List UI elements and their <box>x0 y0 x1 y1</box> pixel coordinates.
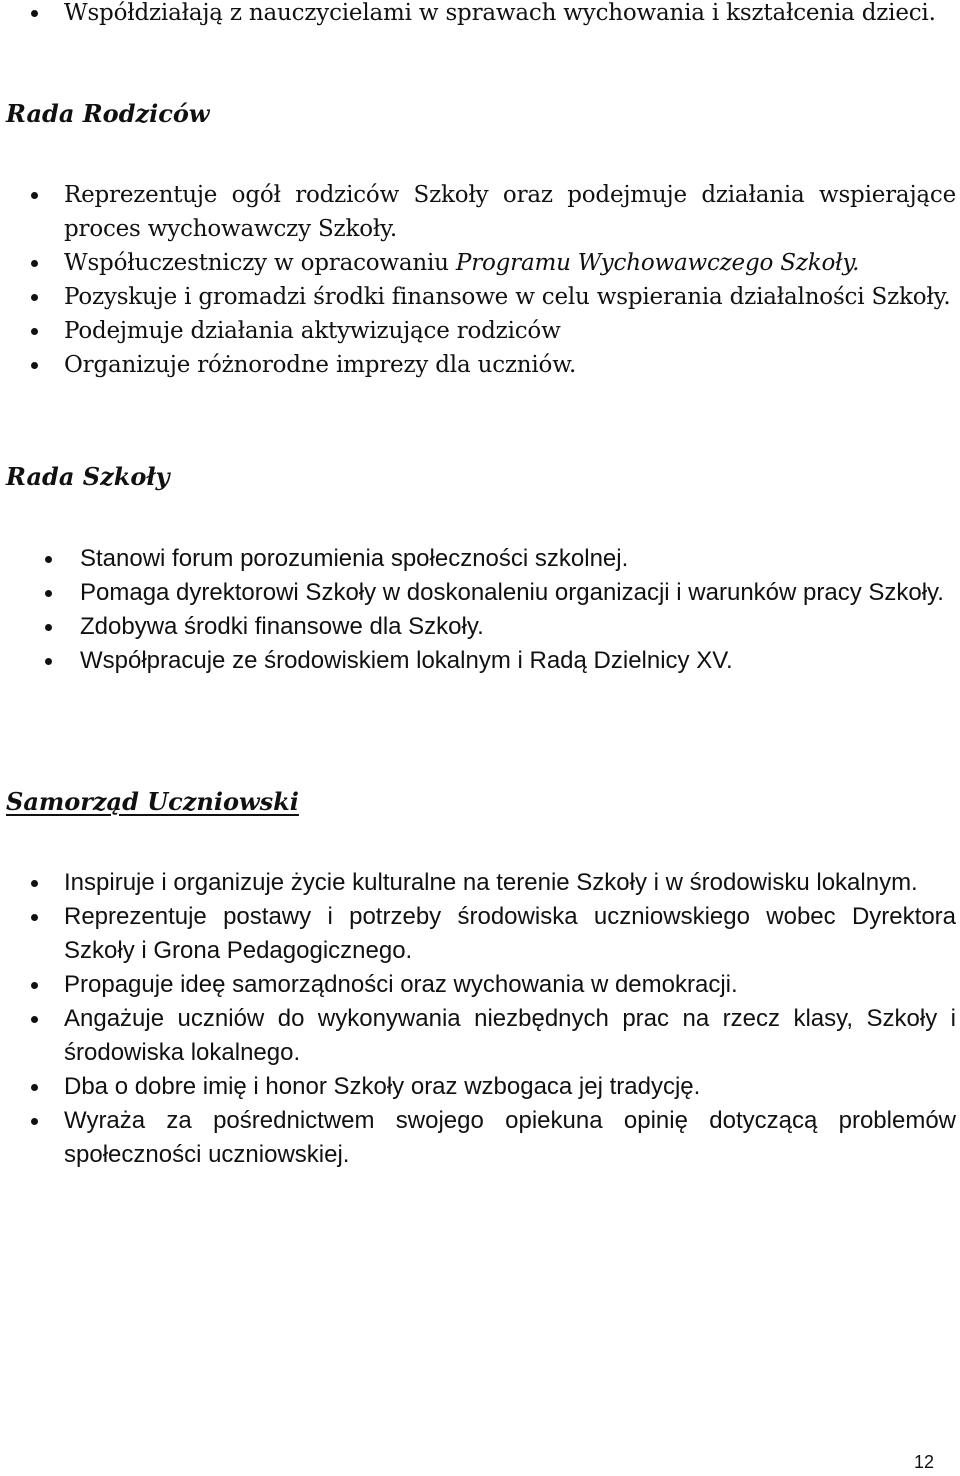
list-item: Inspiruje i organizuje życie kulturalne na terenie Szkoły i w środowisku lokalnym. <box>0 866 960 900</box>
bullet-icon <box>31 362 38 369</box>
bullet-icon <box>45 556 52 563</box>
bullet-icon <box>31 1084 38 1091</box>
section-heading-samorzad: Samorząd Uczniowski <box>6 787 299 816</box>
list-item: Organizuje różnorodne imprezy dla uczniów. <box>0 348 960 382</box>
bullet-icon <box>31 294 38 301</box>
list-item: Podejmuje działania aktywizujące rodziców <box>0 314 960 348</box>
list-item: Pozyskuje i gromadzi środki finansowe w celu wspierania działalności Szkoły. <box>0 280 960 314</box>
page-number: 12 <box>913 1452 934 1472</box>
list-item: Pomaga dyrektorowi Szkoły w doskonaleniu organizacji i warunków pracy Szkoły. <box>0 576 960 610</box>
list-item: Propaguje ideę samorządności oraz wychowania w demokracji. <box>0 968 960 1002</box>
list-item: Stanowi forum porozumienia społeczności szkolnej. <box>0 542 960 576</box>
list-item: Wyraża za pośrednictwem swojego opiekuna opinię dotyczącą problemów społeczności uczniowskiej. <box>0 1104 960 1172</box>
section-heading-rada-rodzicow: Rada Rodziców <box>6 99 210 128</box>
list-item: Współdziałają z nauczycielami w sprawach wychowania i kształcenia dzieci. <box>0 0 960 30</box>
bullet-icon <box>45 624 52 631</box>
list-item: Dba o dobre imię i honor Szkoły oraz wzbogaca jej tradycję. <box>0 1070 960 1104</box>
bullet-icon <box>31 982 38 989</box>
rada-rodzicow-list <box>0 178 960 382</box>
bullet-icon <box>31 260 38 267</box>
list-item: Współpracuje ze środowiskiem lokalnym i Radą Dzielnicy XV. <box>0 644 960 678</box>
samorzad-list <box>0 866 960 1172</box>
list-item: Współuczestniczy w opracowaniu Programu Wychowawczego Szkoły. <box>0 246 960 280</box>
bullet-icon <box>31 1016 38 1023</box>
bullet-icon <box>31 1118 38 1125</box>
bullet-icon <box>45 658 52 665</box>
intro-list <box>0 0 960 30</box>
rada-szkoly-list <box>0 542 960 678</box>
bullet-icon <box>31 880 38 887</box>
bullet-icon <box>31 192 38 199</box>
list-item: Zdobywa środki finansowe dla Szkoły. <box>0 610 960 644</box>
list-item: Angażuje uczniów do wykonywania niezbędnych prac na rzecz klasy, Szkoły i środowiska lokalnego. <box>0 1002 960 1070</box>
list-item: Reprezentuje ogół rodziców Szkoły oraz podejmuje działania wspierające proces wychowawczy Szkoły. <box>0 178 960 246</box>
list-item: Reprezentuje postawy i potrzeby środowiska uczniowskiego wobec Dyrektora Szkoły i Grona Pedagogicznego. <box>0 900 960 968</box>
bullet-icon <box>31 914 38 921</box>
bullet-icon <box>31 328 38 335</box>
bullet-icon <box>31 10 38 17</box>
bullet-icon <box>45 590 52 597</box>
section-heading-rada-szkoly: Rada Szkoły <box>6 462 170 491</box>
program-title: Programu Wychowawczego Szkoły. <box>455 250 860 276</box>
